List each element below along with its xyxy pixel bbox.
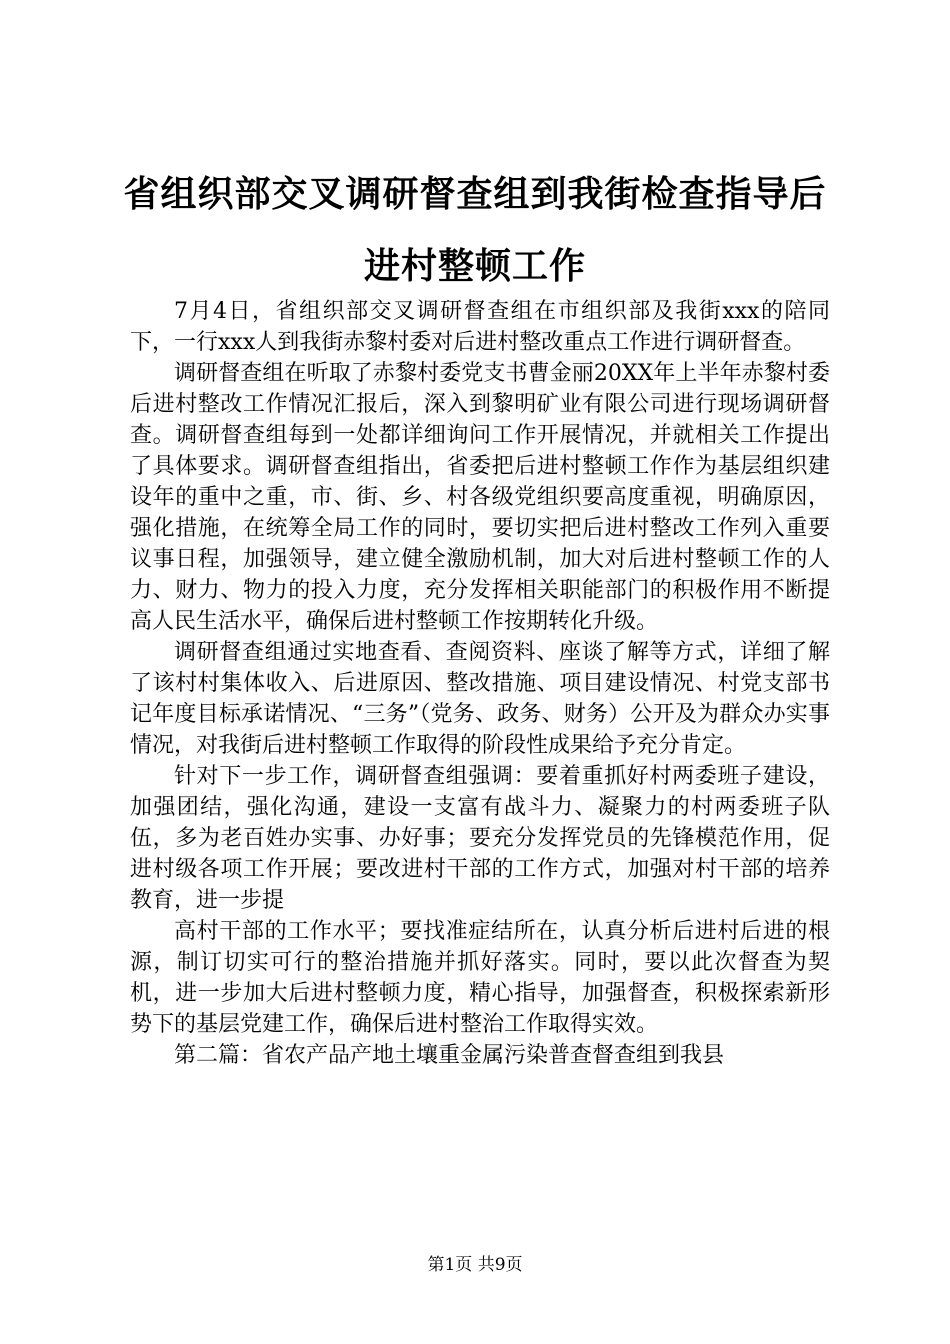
page-number-footer: 第1页 共9页 [427,1255,523,1275]
paragraph: 第二篇：省农产品产地土壤重金属污染普查督查组到我县 [174,1043,725,1068]
document-body [130,296,830,1071]
paragraph: 调研督查组在听取了赤黎村委党支书曹金丽20XX年上半年赤黎村委后进村整改工作情况汇报后，深入到黎明矿业有限公司进行现场调研督查。调研督查组每到一处都详细询问工作开展情况，并就相关工作提出了具体要求。调研督查组指出，省委把后进村整顿工作作为基层组织建设年的重中之重，市、街、乡、村各级党组织要高度重视，明确原因，强化措施，在统筹全局工作的同时，要切实把后进村整改工作列入重要议事日程，加强领导，建立健全激励机制，加大对后进村整顿工作的人力、财力、物力的投入力度，充分发挥相关职能部门的积极作用不断提高人民生活水平，确保后进村整顿工作按期转化升级。 [130,361,830,634]
document-title: 省组织部交叉调研督查组到我街检查指导后进村整顿工作 [123,173,827,287]
paragraph: 高村干部的工作水平；要找准症结所在，认真分析后进村后进的根源，制订切实可行的整治措施并抓好落实。同时，要以此次督查为契机，进一步加大后进村整顿力度，精心指导，加强督查，积极探索新形势下的基层党建工作，确保后进村整治工作取得实效。 [130,919,830,1037]
paragraph: 7月4日，省组织部交叉调研督查组在市组织部及我街xxx的陪同下，一行xxx人到我街赤黎村委对后进村整改重点工作进行调研督查。 [130,299,830,355]
paragraph: 调研督查组通过实地查看、查阅资料、座谈了解等方式，详细了解了该村村集体收入、后进原因、整改措施、项目建设情况、村党支部书记年度目标承诺情况、“三务”（党务、政务、财务）公开及为群众办实事情况，对我街后进村整顿工作取得的阶段性成果给予充分肯定。 [130,640,830,758]
paragraph: 针对下一步工作，调研督查组强调：要着重抓好村两委班子建设，加强团结，强化沟通，建设一支富有战斗力、凝聚力的村两委班子队伍，多为老百姓办实事、办好事；要充分发挥党员的先锋模范作用，促进村级各项工作开展；要改进村干部的工作方式，加强对村干部的培养教育，进一步提 [130,764,830,913]
